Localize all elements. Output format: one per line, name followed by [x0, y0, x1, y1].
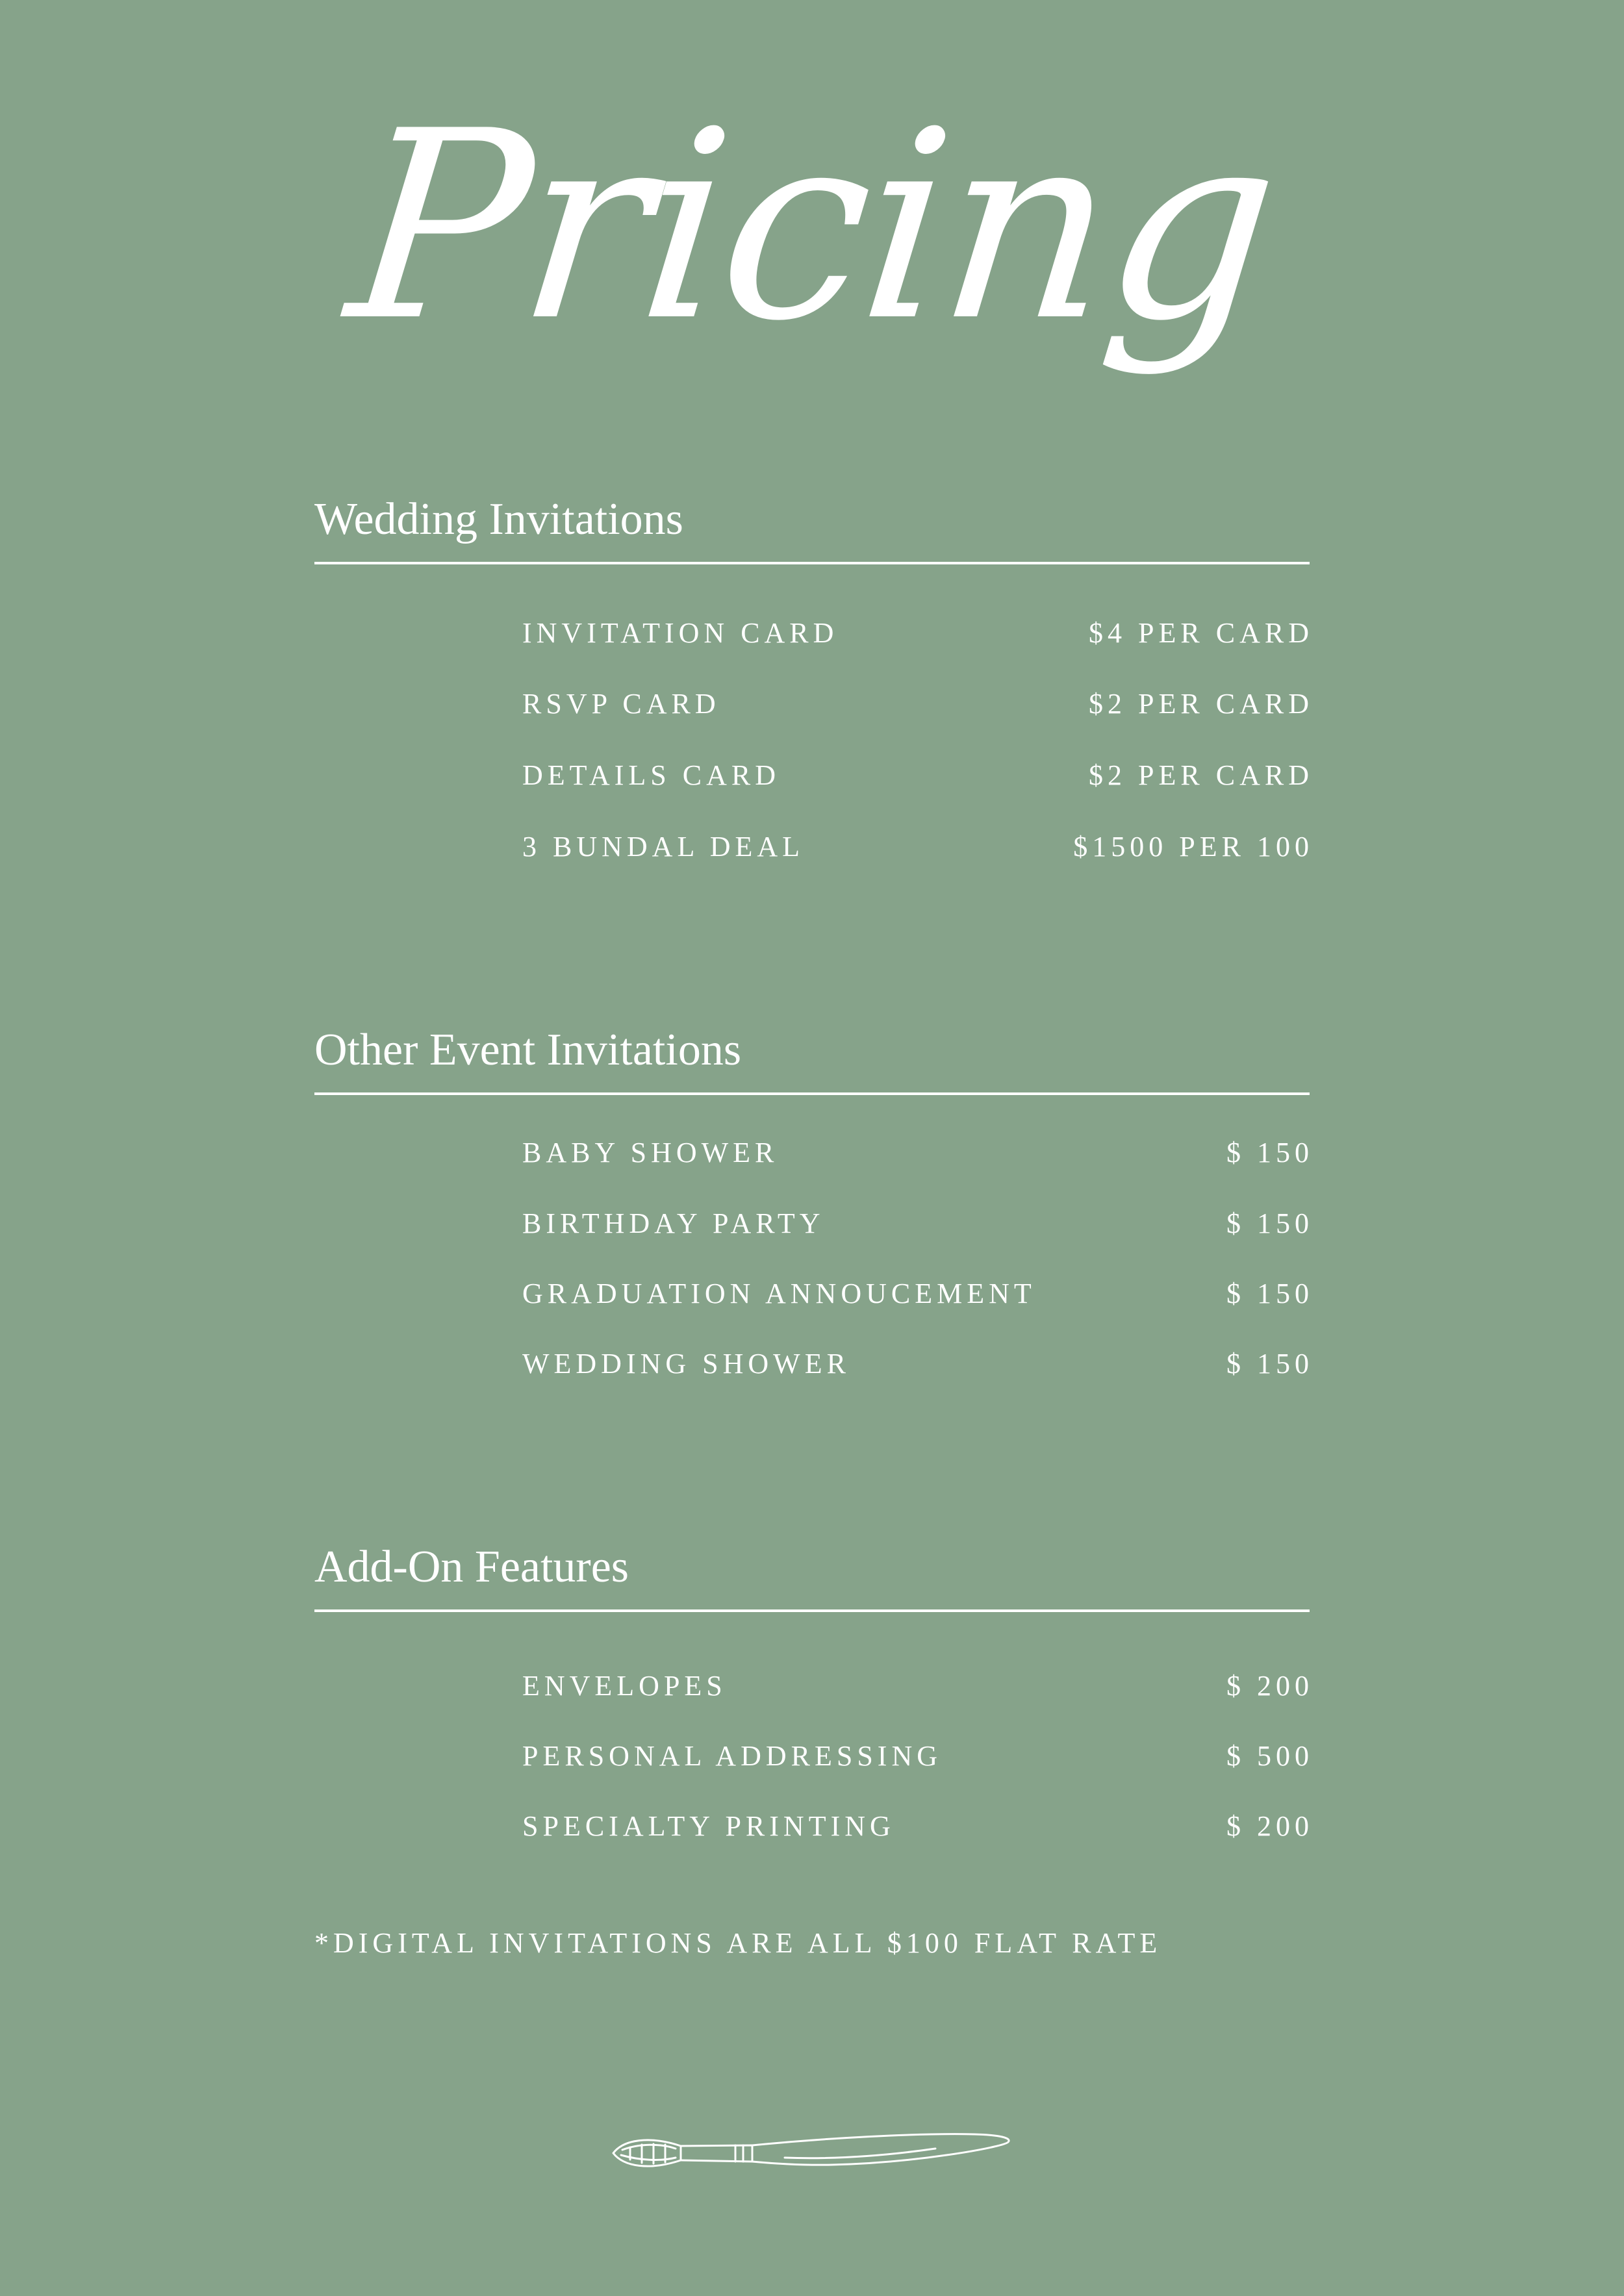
price-item — [522, 685, 1313, 724]
price-item — [522, 1204, 1313, 1243]
item-name: ENVELOPES — [522, 1670, 727, 1702]
section-divider — [314, 1092, 1310, 1095]
section-other-event-invitations — [314, 1021, 1313, 1380]
item-price: $ 150 — [1226, 1207, 1313, 1239]
price-item — [522, 614, 1313, 653]
price-item — [522, 1737, 1313, 1776]
price-item — [522, 1274, 1313, 1313]
item-price: $1500 PER 100 — [1073, 831, 1313, 863]
section-wedding-invitations — [314, 490, 1313, 863]
item-price: $ 150 — [1226, 1278, 1313, 1309]
item-name: WEDDING SHOWER — [522, 1348, 850, 1380]
price-item — [522, 756, 1313, 795]
section-divider — [314, 562, 1310, 564]
item-price: $ 150 — [1226, 1348, 1313, 1380]
item-name: INVITATION CARD — [522, 617, 839, 649]
item-price: $2 PER CARD — [1089, 759, 1313, 791]
price-item — [522, 1344, 1313, 1383]
page-title: Pricing — [337, 76, 1287, 378]
item-name: BIRTHDAY PARTY — [522, 1207, 825, 1239]
section-add-on-features — [314, 1538, 1313, 1842]
price-item — [522, 1133, 1313, 1172]
item-price: $2 PER CARD — [1089, 688, 1313, 720]
price-item — [522, 1667, 1313, 1706]
item-price: $ 200 — [1226, 1670, 1313, 1702]
item-name: GRADUATION ANNOUCEMENT — [522, 1278, 1036, 1309]
section-heading: Add-On Features — [314, 1542, 629, 1592]
item-price: $ 150 — [1226, 1137, 1313, 1168]
item-price: $ 200 — [1226, 1810, 1313, 1842]
paintbrush-icon — [611, 2124, 1013, 2182]
item-name: SPECIALTY PRINTING — [522, 1810, 895, 1842]
price-item — [522, 827, 1313, 866]
item-name: BABY SHOWER — [522, 1137, 779, 1168]
section-heading: Wedding Invitations — [314, 494, 683, 544]
item-price: $ 500 — [1226, 1740, 1313, 1772]
item-name: RSVP CARD — [522, 688, 720, 720]
item-price: $4 PER CARD — [1089, 617, 1313, 649]
price-item — [522, 1807, 1313, 1846]
item-name: 3 BUNDAL DEAL — [522, 831, 804, 863]
section-heading: Other Event Invitations — [314, 1025, 742, 1075]
footnote: *DIGITAL INVITATIONS ARE ALL $100 FLAT RATE — [314, 1927, 1162, 1959]
section-divider — [314, 1609, 1310, 1612]
item-name: DETAILS CARD — [522, 759, 781, 791]
item-name: PERSONAL ADDRESSING — [522, 1740, 943, 1772]
